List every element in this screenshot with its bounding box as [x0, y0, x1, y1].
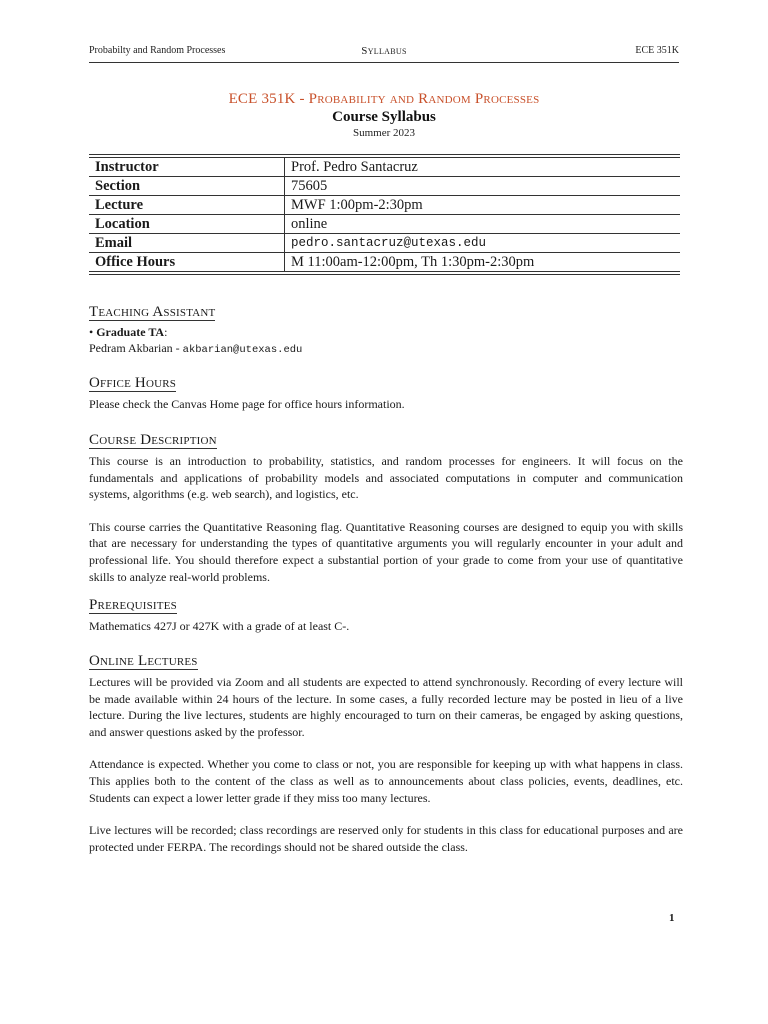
bullet-icon: • [89, 325, 94, 339]
section-heading: Online Lectures [89, 653, 198, 669]
header-course-name: Probabilty and Random Processes [89, 45, 226, 56]
document-title: ECE 351K - Probability and Random Processes [228, 91, 540, 107]
table-row [89, 158, 680, 177]
row-value: 75605 [285, 177, 681, 196]
ta-contact [89, 340, 683, 358]
running-header [89, 45, 679, 59]
paragraph: This course is an introduction to probability, statistics, and random processes for engineers. It will focus on the fundamentals and applications of probability models and associated computations in computer and communication systems, algorithms (e.g. web search), and logistics, etc. [89, 454, 683, 502]
section-heading: Office Hours [89, 375, 177, 391]
row-label: Lecture [89, 196, 285, 215]
row-value: MWF 1:00pm-2:30pm [285, 196, 681, 215]
header-course-code: ECE 351K [635, 45, 679, 56]
instructor-email-link[interactable]: pedro.santacruz@utexas.edu [285, 234, 681, 253]
document-term: Summer 2023 [352, 127, 416, 139]
section-heading: Course Description [89, 432, 217, 448]
row-label: Section [89, 177, 285, 196]
row-label: Office Hours [89, 253, 285, 272]
ta-bullet [89, 324, 683, 340]
section-prerequisites [89, 596, 683, 635]
table-bottom-rule [89, 274, 680, 275]
section-teaching-assistant [89, 303, 683, 358]
table-row [89, 177, 680, 196]
document-subtitle: Course Syllabus [332, 109, 436, 125]
table-row [89, 253, 680, 272]
table-row [89, 215, 680, 234]
ta-email-link[interactable]: akbarian@utexas.edu [182, 344, 303, 356]
ta-name: Pedram Akbarian - [89, 341, 183, 355]
ta-role-colon: : [164, 325, 168, 339]
section-heading: Teaching Assistant [89, 304, 216, 320]
paragraph: Attendance is expected. Whether you come to class or not, you are responsible for keeping up with what happens in class. This applies both to the content of the class as well as to announcements about class policies, events, deadlines, etc. Students can expect a lower letter grade if they miss too many lectures. [89, 757, 683, 805]
office-hours-text: Please check the Canvas Home page for office hours information. [89, 397, 405, 411]
course-info-table [89, 154, 680, 275]
section-online-lectures [89, 652, 683, 855]
row-value: M 11:00am-12:00pm, Th 1:30pm-2:30pm [285, 253, 681, 272]
prerequisites-text: Mathematics 427J or 427K with a grade of at least C-. [89, 619, 350, 633]
paragraph: Live lectures will be recorded; class recordings are reserved only for students in this class for educational purposes and are protected under FERPA. The recordings should not be shared outside the class. [89, 823, 683, 854]
section-heading: Prerequisites [89, 597, 177, 613]
section-office-hours [89, 374, 683, 413]
ta-role-label: Graduate TA [96, 325, 165, 339]
header-section-title: Syllabus [361, 45, 407, 57]
section-course-description [89, 431, 683, 585]
row-value: Prof. Pedro Santacruz [285, 158, 681, 177]
table-row [89, 196, 680, 215]
header-rule [89, 62, 679, 63]
row-label: Email [89, 234, 285, 253]
paragraph: This course carries the Quantitative Reasoning flag. Quantitative Reasoning courses are designed to equip you with skills that are necessary for understanding the types of quantitative arguments you will regularly encounter in your adult and professional life. You should therefore expect a substantial portion of your grade to come from your use of quantitative skills to analyze real-world problems. [89, 519, 683, 584]
row-label: Location [89, 215, 285, 234]
page-number: 1 [669, 912, 675, 924]
row-label: Instructor [89, 158, 285, 177]
row-value: online [285, 215, 681, 234]
table-row [89, 234, 680, 253]
paragraph: Lectures will be provided via Zoom and all students are expected to attend synchronously. Recording of every lecture will be made available within 24 hours of the lecture. In some cases, a fully recorded lecture may be posted in lieu of a live lecture. During the live lectures, students are highly encouraged to turn on their cameras, be engaged by asking questions, and answer questions asked by the professor. [89, 675, 683, 739]
